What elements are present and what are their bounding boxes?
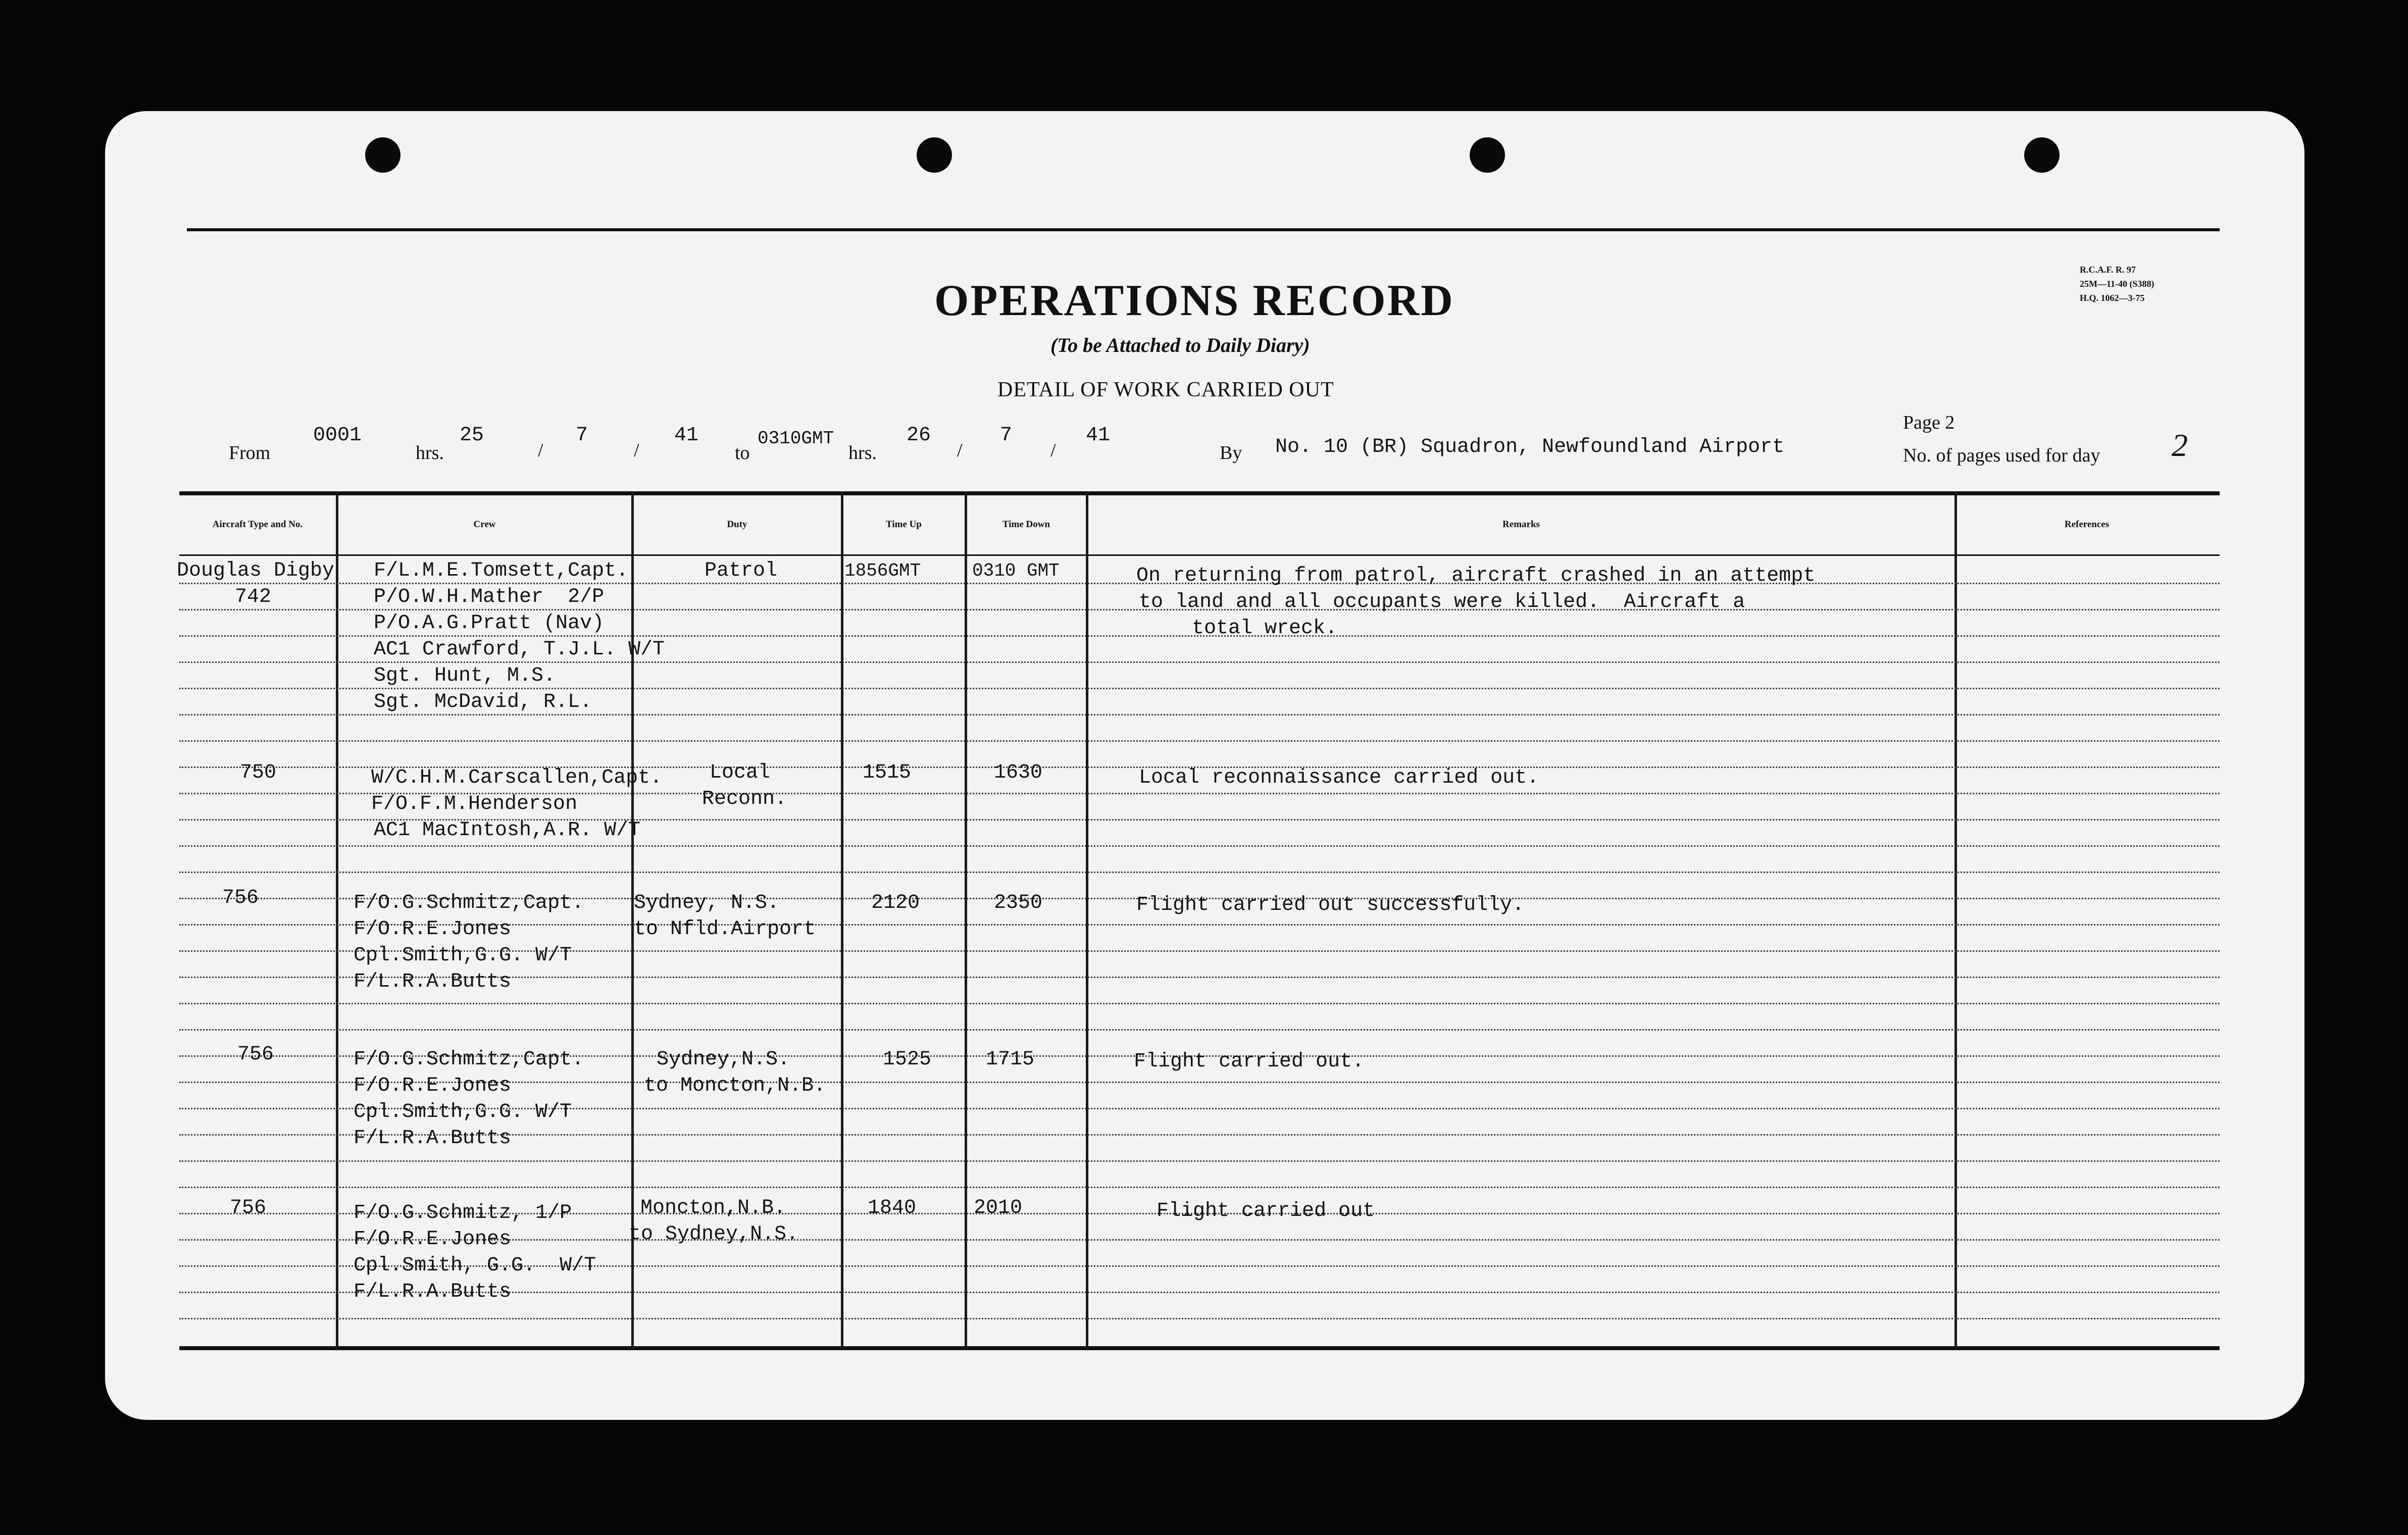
- ruled-line: [179, 740, 2220, 742]
- crew-member: F/L.R.A.Butts: [354, 1127, 512, 1150]
- form-ref-line: R.C.A.F. R. 97: [2080, 265, 2136, 275]
- remarks-line: to land and all occupants were killed. Aircraft a: [1139, 591, 1745, 613]
- crew-member: AC1 MacIntosh,A.R. W/T: [374, 819, 641, 842]
- duty: Local: [710, 761, 771, 784]
- time-up: 2120: [871, 892, 920, 914]
- duty: Sydney,N.S.: [657, 1048, 790, 1071]
- time-down: 2350: [994, 892, 1043, 914]
- crew-member: F/L.M.E.Tomsett,Capt.: [374, 559, 629, 582]
- binder-hole: [2024, 137, 2060, 173]
- crew-member: Sgt. McDavid, R.L.: [374, 691, 592, 713]
- table-top-rule: [179, 491, 2220, 495]
- page-label: Page 2: [1903, 412, 1955, 433]
- time-down: 1715: [986, 1048, 1035, 1071]
- ruled-line: [179, 1187, 2220, 1188]
- time-down: 0310 GMT: [972, 560, 1060, 581]
- to-label: to: [735, 442, 750, 464]
- aircraft-type: Douglas Digby: [177, 559, 335, 582]
- hrs-label: hrs.: [416, 442, 444, 464]
- ruled-line: [179, 1029, 2220, 1031]
- crew-member: Cpl.Smith, G.G. W/T: [354, 1254, 596, 1277]
- aircraft-number: 756: [237, 1043, 274, 1066]
- crew-member: P/O.W.H.Mather 2/P: [374, 586, 605, 608]
- crew-member: Sgt. Hunt, M.S.: [374, 664, 556, 687]
- aircraft-number: 750: [240, 761, 277, 784]
- time-down: 1630: [994, 761, 1043, 784]
- table-bottom-rule: [179, 1346, 2220, 1350]
- time-up: 1525: [883, 1048, 932, 1071]
- duty: to Sydney,N.S.: [629, 1223, 799, 1246]
- col-header-time-down: Time Down: [1002, 519, 1050, 530]
- aircraft-number: 756: [230, 1197, 267, 1219]
- time-up: 1856GMT: [844, 560, 921, 581]
- duty: Sydney, N.S.: [634, 892, 780, 914]
- ruled-line: [179, 1003, 2220, 1004]
- remarks-line: Flight carried out.: [1134, 1050, 1365, 1073]
- to-year: 41: [1086, 424, 1111, 447]
- to-hrs-label: hrs.: [848, 442, 877, 464]
- date-separator: /: [634, 440, 639, 461]
- ruled-line: [179, 1160, 2220, 1162]
- from-month: 7: [576, 424, 588, 447]
- col-header-remarks: Remarks: [1502, 519, 1540, 530]
- aircraft-number: 756: [222, 887, 259, 909]
- from-label: From: [229, 442, 271, 464]
- from-day: 25: [460, 424, 484, 447]
- remarks-line: Flight carried out successfully.: [1136, 894, 1525, 916]
- column-divider: [965, 492, 967, 1348]
- to-time: 0310GMT: [758, 428, 834, 449]
- from-time: 0001: [313, 424, 362, 447]
- ruled-line: [179, 1318, 2220, 1319]
- form-ref-line: 25M—11-40 (S388): [2080, 279, 2154, 289]
- col-header-duty: Duty: [727, 519, 747, 530]
- pages-used-value: 2: [2172, 427, 2188, 463]
- column-divider: [1954, 492, 1957, 1348]
- col-header-references: References: [2064, 519, 2110, 530]
- column-divider: [841, 492, 843, 1348]
- from-year: 41: [674, 424, 699, 447]
- time-down: 2010: [974, 1197, 1023, 1219]
- crew-member: Cpl.Smith,G.G. W/T: [354, 1101, 572, 1123]
- crew-member: F/L.R.A.Butts: [354, 970, 512, 993]
- to-month: 7: [1000, 424, 1013, 447]
- col-header-crew: Crew: [473, 519, 496, 530]
- remarks-line: total wreck.: [1192, 617, 1338, 640]
- table-header-rule: [179, 554, 2220, 556]
- aircraft-number: 742: [235, 586, 272, 608]
- duty: Moncton,N.B.: [640, 1197, 786, 1219]
- top-rule: [187, 228, 2220, 231]
- crew-member: W/C.H.M.Carscallen,Capt.: [371, 766, 663, 789]
- crew-member: F/O.G.Schmitz,Capt.: [354, 892, 584, 914]
- duty: Patrol: [705, 559, 778, 582]
- date-separator: /: [957, 440, 963, 461]
- column-divider: [336, 492, 338, 1348]
- col-header-time-up: Time Up: [886, 519, 922, 530]
- time-up: 1515: [863, 761, 912, 784]
- duty: to Moncton,N.B.: [644, 1074, 826, 1097]
- form-ref-line: H.Q. 1062—3-75: [2080, 293, 2145, 303]
- remarks-line: Flight carried out: [1157, 1200, 1375, 1222]
- ruled-line: [179, 872, 2220, 873]
- duty: Reconn.: [702, 788, 787, 810]
- detail-heading: DETAIL OF WORK CARRIED OUT: [997, 378, 1334, 401]
- crew-member: Cpl.Smith,G.G. W/T: [354, 944, 572, 967]
- by-label: By: [1220, 442, 1242, 464]
- crew-member: F/O.R.E.Jones: [354, 1228, 512, 1251]
- binder-hole: [365, 137, 400, 173]
- crew-member: P/O.A.G.Pratt (Nav): [374, 612, 605, 635]
- col-header-aircraft: Aircraft Type and No.: [212, 519, 303, 530]
- ruled-line: [179, 845, 2220, 847]
- time-up: 1840: [868, 1197, 917, 1219]
- crew-member: F/O.F.M.Henderson: [371, 793, 578, 815]
- form-subtitle: (To be Attached to Daily Diary): [1050, 334, 1310, 356]
- binder-hole: [917, 137, 952, 173]
- date-separator: /: [1050, 440, 1056, 461]
- form-title: OPERATIONS RECORD: [934, 276, 1454, 325]
- crew-member: F/L.R.A.Butts: [354, 1281, 512, 1303]
- crew-member: AC1 Crawford, T.J.L. W/T: [374, 638, 665, 661]
- crew-member: F/O.G.Schmitz, 1/P: [354, 1202, 572, 1224]
- by-value: No. 10 (BR) Squadron, Newfoundland Airport: [1275, 436, 1785, 458]
- crew-member: F/O.G.Schmitz,Capt.: [354, 1048, 584, 1071]
- remarks-line: Local reconnaissance carried out.: [1139, 766, 1539, 789]
- date-separator: /: [538, 440, 543, 461]
- crew-member: F/O.R.E.Jones: [354, 918, 512, 941]
- crew-member: F/O.R.E.Jones: [354, 1074, 512, 1097]
- to-day: 26: [907, 424, 931, 447]
- binder-hole: [1470, 137, 1505, 173]
- column-divider: [1086, 492, 1088, 1348]
- duty: to Nfld.Airport: [634, 918, 816, 941]
- remarks-line: On returning from patrol, aircraft crashed in an attempt: [1136, 565, 1816, 587]
- pages-used-label: No. of pages used for day: [1903, 445, 2100, 466]
